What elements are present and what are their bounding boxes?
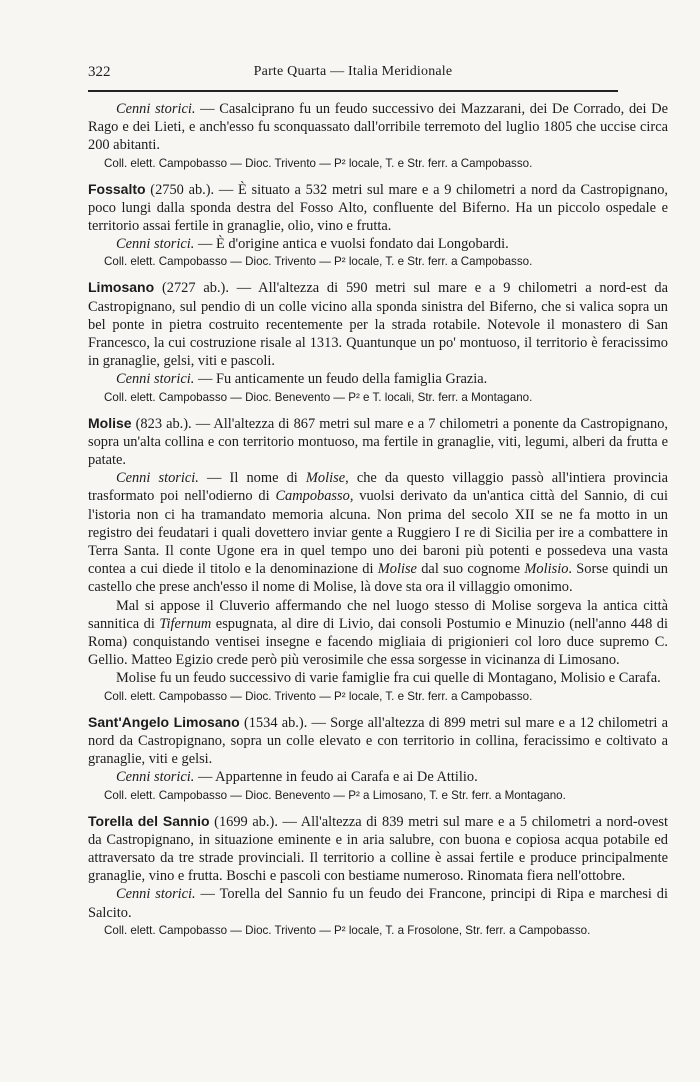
cenni-storici-casalciprano: Cenni storici. — Casalciprano fu un feudo successivo dei Mazzarani, dei De Corrado, dei De Rago e dei Lieti, e anch'esso fu sconquassato dall'orribile terremoto del luglio 1805 che uccise circa 200 abitanti. — [88, 101, 669, 154]
coll-elett-torella: Coll. elett. Campobasso — Dioc. Trivento — P² locale, T. a Frosolone, Str. ferr. a Campobasso. — [104, 923, 591, 937]
page-body — [88, 100, 668, 939]
page-number: 322 — [88, 64, 111, 80]
header-rule — [88, 90, 618, 92]
entry-fossalto: Fossalto (2750 ab.). — È situato a 532 metri sul mare e a 9 chilometri a nord da Castropignano, poco lungi dalla sponda destra del Fosso Alto, confluente del Biferno. Ha un piccolo ospedale e territorio assai fertile in granaglie, olio, vino e frutta. — [88, 180, 668, 235]
cenni-storici-fossalto: Cenni storici. — È d'origine antica e vuolsi fondato dai Longobardi. — [116, 236, 509, 253]
cenni-storici-limosano: Cenni storici. — Fu anticamente un feudo della famiglia Grazia. — [116, 371, 488, 388]
molise-paragraph-3: Molise fu un feudo successivo di varie famiglie fra cui quelle di Montagano, Molisio e Carafa. — [116, 670, 661, 687]
coll-elett-fossalto: Coll. elett. Campobasso — Dioc. Trivento — P² locale, T. e Str. ferr. a Campobasso. — [104, 255, 533, 269]
entry-title: Fossalto — [88, 180, 146, 197]
coll-elett-limosano: Coll. elett. Campobasso — Dioc. Benevento — P² e T. locali, Str. ferr. a Montagano. — [104, 390, 533, 404]
coll-elett-santangelo: Coll. elett. Campobasso — Dioc. Benevento — P² a Limosano, T. e Str. ferr. a Montagano. — [104, 788, 566, 802]
entry-title: Molise — [88, 414, 132, 431]
coll-elett-casalciprano: Coll. elett. Campobasso — Dioc. Trivento — P² locale, T. e Str. ferr. a Campobasso. — [104, 156, 533, 170]
entry-molise: Molise (823 ab.). — All'altezza di 867 metri sul mare e a 7 chilometri a ponente da Castropignano, sopra un'alta collina e con territorio montuoso, ma fertile in granaglie, viti, legumi, alberi da frutta e patate. — [88, 414, 668, 469]
running-head: Parte Quarta — Italia Meridionale — [253, 64, 453, 79]
entry-title: Sant'Angelo Limosano — [88, 713, 240, 730]
entry-torella-del-sannio: Torella del Sannio (1699 ab.). — All'altezza di 839 metri sul mare e a 5 chilometri a nord-ovest da Castropignano, in situazione eminente e in aria salubre, con buona e copiosa acqua potabile ed attraversato da tre strade provinciali. Il territorio a colline è assai fertile e produce principalmente granaglie, vino e frutta. Boschi e pascoli con bestiame numeroso. Rinomata fiera nell'ottobre. — [88, 812, 669, 885]
cenni-storici-torella: Cenni storici. — Torella del Sannio fu un feudo dei Francone, principi di Ripa e marchesi di Salcito. — [88, 886, 668, 921]
cenni-storici-santangelo: Cenni storici. — Appartenne in feudo ai Carafa e ai De Attilio. — [116, 769, 478, 786]
coll-elett-molise: Coll. elett. Campobasso — Dioc. Trivento — P² locale, T. e Str. ferr. a Campobasso. — [104, 689, 533, 703]
entry-santangelo-limosano: Sant'Angelo Limosano (1534 ab.). — Sorge all'altezza di 899 metri sul mare e a 12 chilometri a nord da Castropignano, sopra un colle elevato e con territorio in collina, feracissimo e coltivato a granaglie, viti e gelsi. — [88, 713, 668, 768]
page-header — [88, 60, 618, 84]
cenni-storici-molise: Cenni storici. — Il nome di Molise, che da questo villaggio passò all'intiera provincia trasformato poi nell'odierno di Campobasso, vuolsi derivato da un'antica città del Sannio, di cui l'istoria non ci ha tramandato memoria alcuna. Non prima del secolo XII se ne fa motto in un registro dei feudatari i quali dovettero inviar gente a Ruggiero I re di Sicilia per ire a combattere in Terra Santa. Il conte Ugone era in quel tempo uno dei baroni più potenti e possedeva una vasta contea a cui diede il titolo e la denominazione di Molise dal suo cognome Molisio. Sorse quindi un castello che prese anch'esso il nome di Molise, là dove sta ora il villaggio omonimo. — [88, 470, 669, 596]
entry-limosano: Limosano (2727 ab.). — All'altezza di 590 metri sul mare e a 9 chilometri a nord-est da Castropignano, sul pendio di un colle vicino alla sponda sinistra del Biferno, che si valica sopra un bel ponte in pietra costruito recentemente per la strada rotabile. Notevole il monastero di San Francesco, la cui costruzione risale al 1313. Quantunque un po' montuoso, il territorio è feracissimo in granaglie, gelsi, viti e pascoli. — [88, 279, 668, 370]
molise-paragraph-2: Mal si appose il Cluverio affermando che nel luogo stesso di Molise sorgeva la antica città sannitica di Tifernum espugnata, al dire di Livio, dai consoli Postumio e Minuzio (nell'anno 448 di Roma) conquistando ventisei insegne e facendo migliaia di prigionieri col loro duce supremo C. Gellio. Matteo Egizio crede però più verosimile che essa sorgesse in vicinanza di Limosano. — [88, 597, 668, 669]
entry-title: Torella del Sannio — [88, 812, 210, 829]
entry-title: Limosano — [88, 279, 155, 296]
